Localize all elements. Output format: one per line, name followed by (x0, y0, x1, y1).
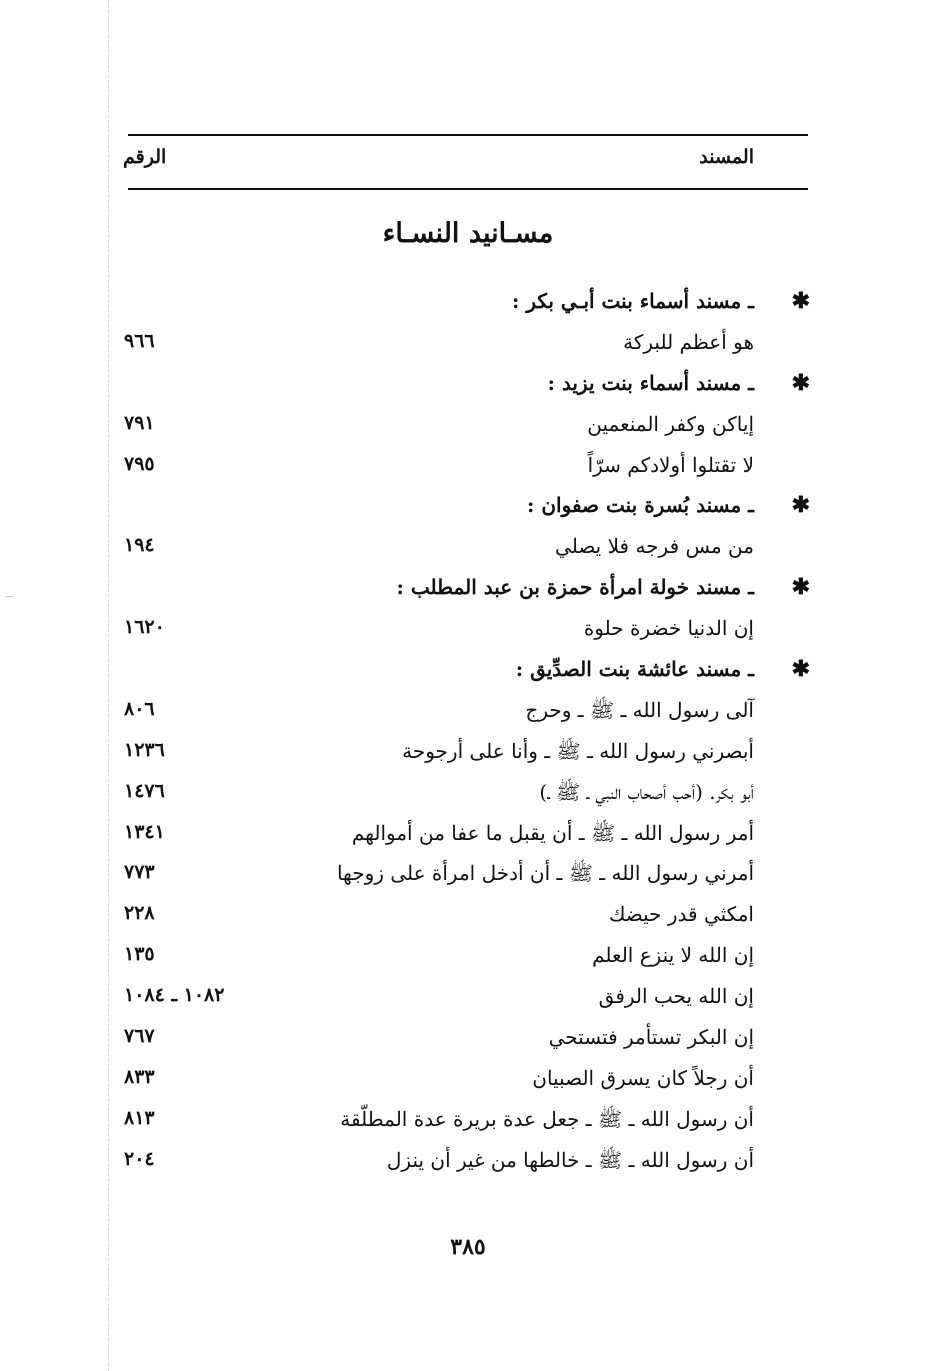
hadith-text: لا تقتلوا أولادكم سرّاً (587, 452, 754, 477)
hadith-row (0, 1141, 936, 1182)
hadith-number: ٢٢٨ (124, 902, 155, 925)
hadith-text: إن الله لا ينزع العلم (592, 943, 754, 968)
musnad-heading-row (0, 650, 936, 691)
asterisk-icon: ✱ (791, 492, 810, 519)
musnad-heading-row (0, 364, 936, 405)
hadith-text: من مس فرجه فلا يصلي (555, 534, 754, 559)
musnad-heading: ـ مسند أسماء بنت أبـي بكر : (511, 289, 754, 313)
section-title: مسـانيد النسـاء (382, 218, 554, 249)
hadith-number: ٢٠٤ (124, 1147, 155, 1170)
asterisk-icon: ✱ (791, 656, 810, 683)
musnad-heading: ـ مسند خولة امرأة حمزة بن عبد المطلب : (396, 575, 754, 600)
hadith-number: ٧٦٧ (124, 1025, 155, 1048)
hadith-text: امكثي قدر حيضك (608, 902, 754, 927)
hadith-row (0, 936, 936, 977)
hadith-number: ١٩٤ (124, 534, 155, 557)
asterisk-icon: ✱ (791, 574, 810, 601)
hadith-number: ٧٩٥ (124, 452, 155, 475)
musnad-column-header: المسند (699, 146, 754, 168)
hadith-row (0, 1018, 936, 1059)
musnad-heading-row (0, 282, 936, 323)
hadith-number: ١٢٣٦ (124, 738, 165, 761)
hadith-row (0, 691, 936, 732)
hadith-text: أن رسول الله ـ ﷺ ـ جعل عدة بريرة عدة المطلّقة (340, 1106, 754, 1131)
hadith-row (0, 854, 936, 895)
musnad-heading: ـ مسند بُسرة بنت صفوان : (527, 493, 754, 518)
hadith-text: إن الله يحب الرفق (598, 984, 754, 1009)
page-number: ٣٨٥ (450, 1234, 486, 1260)
asterisk-icon: ✱ (791, 288, 810, 314)
hadith-row (0, 1059, 936, 1100)
musnad-heading: ـ مسند أسماء بنت يزيد : (547, 370, 754, 395)
hadith-row (0, 895, 936, 936)
hadith-number: ١٦٢٠ (124, 616, 165, 639)
hadith-text: أمر رسول الله ـ ﷺ ـ أن يقبل ما عفا من أموالهم (351, 820, 754, 845)
index-entries (0, 282, 936, 1182)
musnad-heading: ـ مسند عائشة بنت الصدِّيق : (515, 657, 754, 682)
hadith-number: ١٤٧٦ (124, 779, 165, 802)
musnad-heading-row (0, 568, 936, 609)
hadith-number: ١٣٤١ (124, 820, 165, 843)
hadith-number: ٨٠٦ (124, 697, 155, 720)
hadith-row (0, 323, 936, 364)
hadith-row (0, 773, 936, 814)
hadith-text: هو أعظم للبركة (623, 329, 754, 354)
hadith-text: أبو بكر. (أحب أصحاب النبي ـ ﷺ ـ) (539, 779, 754, 804)
hadith-row (0, 814, 936, 855)
hadith-row (0, 977, 936, 1018)
hadith-number: ٨٣٣ (124, 1065, 155, 1088)
hadith-number: ٧٩١ (124, 411, 155, 434)
hadith-number: ١٠٨٢ ـ ١٠٨٤ (124, 984, 225, 1007)
hadith-number: ٩٦٦ (124, 329, 155, 352)
musnad-heading-row (0, 486, 936, 527)
number-column-header: الرقم (123, 146, 167, 168)
hadith-text: آلى رسول الله ـ ﷺ ـ وحرج (525, 697, 754, 722)
hadith-number: ٨١٣ (124, 1106, 155, 1129)
asterisk-icon: ✱ (791, 369, 810, 396)
hadith-row (0, 405, 936, 446)
hadith-row (0, 446, 936, 487)
hadith-row (0, 732, 936, 773)
hadith-text: إن البكر تستأمر فتستحي (548, 1025, 754, 1050)
header-top-rule (128, 134, 808, 136)
hadith-text: أن رجلاً كان يسرق الصبيان (532, 1065, 754, 1090)
hadith-row (0, 1100, 936, 1141)
hadith-row (0, 527, 936, 568)
hadith-text: أبصرني رسول الله ـ ﷺ ـ وأنا على أرجوحة (402, 738, 754, 763)
header-bottom-rule (128, 188, 808, 190)
hadith-text: أمرني رسول الله ـ ﷺ ـ أن أدخل امرأة على زوجها (336, 861, 754, 886)
hadith-row (0, 609, 936, 650)
hadith-number: ١٣٥ (124, 943, 155, 966)
hadith-text: إن الدنيا خضرة حلوة (583, 616, 754, 641)
hadith-text: أن رسول الله ـ ﷺ ـ خالطها من غير أن ينزل (386, 1147, 754, 1172)
hadith-number: ٧٧٣ (124, 861, 155, 884)
hadith-text: إياكن وكفر المنعمين (587, 411, 754, 436)
